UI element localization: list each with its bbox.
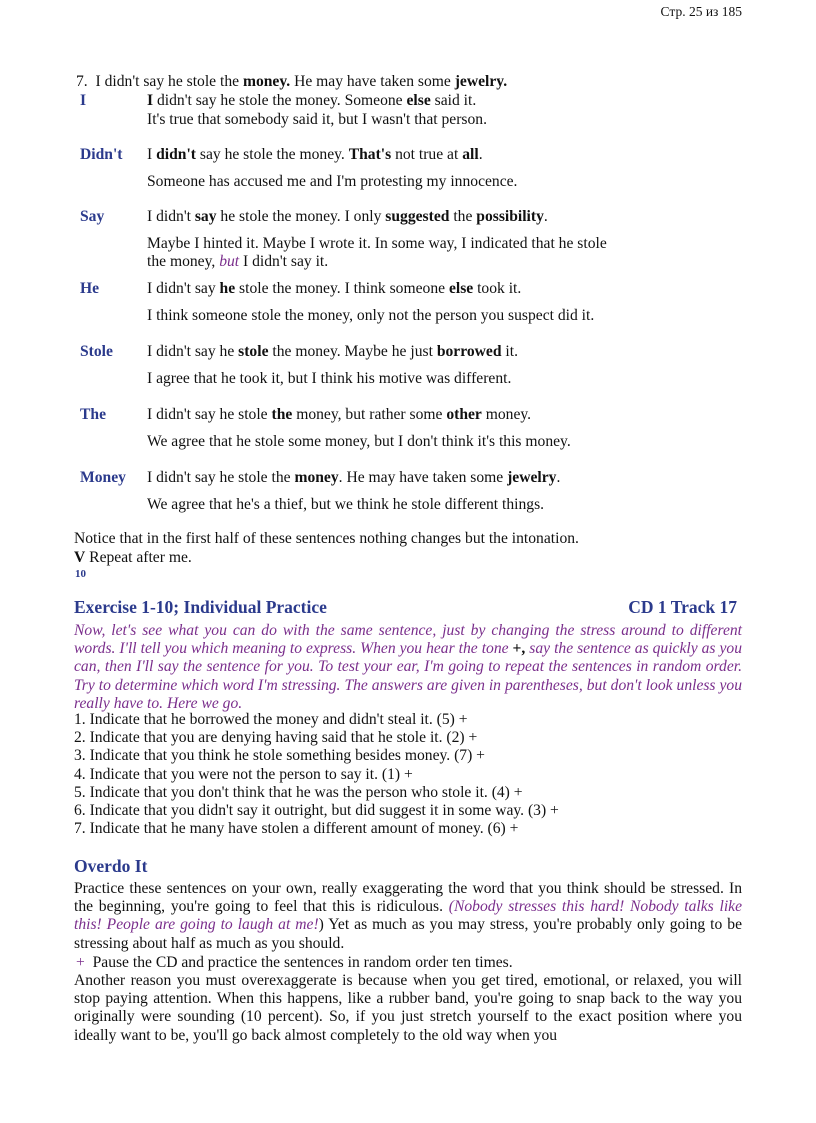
pause-text: Pause the CD and practice the sentences in random order ten times. (92, 954, 513, 971)
exercise-intro (74, 622, 742, 713)
stressed-word: stole (238, 343, 269, 360)
stress-word-label: Money (80, 469, 126, 486)
overdo-p1-b: ) Yet as much as you may stress, you're probably only going to be stressing about half as much as you should. (74, 916, 742, 952)
stressed-word: borrowed (436, 343, 502, 360)
stressed-word: I (147, 92, 154, 109)
overdo-title: Overdo It (74, 856, 148, 876)
sentence-fragment: the (449, 208, 477, 225)
page-indicator: Стр. 25 из 185 (660, 4, 742, 19)
small-number: 10 (75, 568, 86, 580)
stressed-word: didn't (156, 146, 196, 163)
exercise-title: Exercise 1-10; Individual Practice (74, 597, 327, 617)
exercise-item: 2. Indicate that you are denying having said that he stole it. (2) + (74, 729, 478, 747)
exercise-intro-a: Now, let's see what you can do with the same sentence, just by changing the stress around to different words. I'll tell you which meaning to express. When you hear the tone (74, 622, 742, 658)
exercise-intro-b: say the sentence as quickly as you can, then I'll say the sentence for you. To test your ear, I'm going to repeat the sentences in random order. Try to determine which word I'm stressing. The answers are given in parentheses, but don't look unless you really have to. Here we go. (74, 640, 742, 712)
example-sentence (147, 343, 518, 361)
item-7-text-b: He may have taken some (290, 73, 455, 90)
sentence-fragment: I didn't (147, 208, 195, 225)
exercise-item: 3. Indicate that you think he stole something besides money. (7) + (74, 747, 485, 765)
meaning-explanation: I agree that he took it, but I think his motive was different. (147, 370, 512, 387)
meaning-explanation: Someone has accused me and I'm protesting my innocence. (147, 173, 518, 190)
meaning-explanation: I think someone stole the money, only not the person you suspect did it. (147, 307, 595, 324)
pause-line (76, 954, 513, 972)
item-7-bold-b: jewelry. (454, 73, 508, 90)
sentence-fragment: I didn't say (147, 280, 220, 297)
exercise-item: 1. Indicate that he borrowed the money and didn't steal it. (5) + (74, 711, 468, 728)
sentence-fragment: said it. (430, 92, 477, 109)
repeat-text: Repeat after me. (85, 549, 192, 566)
item-7-text-a: I didn't say he stole the (95, 73, 243, 90)
stressed-word: else (448, 280, 474, 297)
stressed-word: suggested (385, 208, 450, 225)
exercise-items (74, 711, 559, 838)
stress-word-label: He (80, 280, 100, 297)
meaning-explanation-cont (147, 253, 328, 271)
exercise-item: 6. Indicate that you didn't say it outright, but did suggest it in some way. (3) + (74, 802, 559, 820)
example-sentence (147, 146, 483, 164)
exercise-item: 7. Indicate that he many have stolen a different amount of money. (6) + (74, 820, 519, 838)
stressed-word: say (194, 208, 217, 225)
overdo-p1-italic: (Nobody stresses this hard! Nobody talks like this! People are going to laugh at me! (74, 898, 742, 934)
sentence-fragment: money, but rather some (292, 406, 447, 423)
exercise-item: 4. Indicate that you were not the person to say it. (1) + (74, 765, 413, 783)
repeat-v-label: V (74, 549, 86, 566)
sentence-fragment: . (478, 146, 483, 163)
sentence-fragment: I (147, 146, 157, 163)
sentence-fragment: the money. Maybe he just (268, 343, 437, 360)
sentence-fragment: it. (501, 343, 518, 360)
item-7-bold-a: money. (242, 73, 291, 90)
stressed-word: possibility (476, 208, 544, 225)
stress-word-label: Stole (80, 343, 113, 360)
sentence-fragment: say he stole the money. (195, 146, 349, 163)
meaning-explanation: Maybe I hinted it. Maybe I wrote it. In some way, I indicated that he stole (147, 235, 607, 252)
stressed-word: other (446, 406, 482, 423)
stressed-word: money (294, 469, 339, 486)
sentence-fragment: I didn't say he stole the (147, 469, 295, 486)
stress-word-label: I (80, 92, 87, 109)
sentence-fragment: . (543, 208, 548, 225)
meaning-explanation: We agree that he stole some money, but I don't think it's this money. (147, 433, 571, 450)
overdo-paragraph-1 (74, 880, 742, 953)
sentence-fragment: I didn't say he stole (147, 406, 272, 423)
plus-icon: + (76, 954, 85, 971)
stressed-word: he (219, 280, 236, 297)
example-sentence (147, 208, 548, 226)
repeat-line (74, 549, 192, 567)
meaning-explanation: It's true that somebody said it, but I wasn't that person. (147, 111, 487, 128)
overdo-paragraph-2: Another reason you must overexaggerate is because when you get tired, emotional, or relaxed, you will stop paying attention. When this happens, like a rubber band, you're going to snap back to the way you originally were sounding (10 percent). So, if you just stretch yourself to the exact position where you ideally want to be, you'll go back almost completely to the old way when you (74, 972, 742, 1044)
sentence-fragment: he stole the money. I only (216, 208, 386, 225)
sentence-fragment: I didn't say it. (239, 253, 329, 270)
emphasis-word: but (219, 253, 240, 270)
tone-symbol: +, (512, 640, 526, 658)
meaning-explanation: We agree that he's a thief, but we think he stole different things. (147, 496, 545, 513)
sentence-fragment: . (556, 469, 561, 486)
notice-text: Notice that in the first half of these sentences nothing changes but the intonation. (74, 530, 579, 547)
stressed-word: else (406, 92, 431, 109)
sentence-fragment: took it. (473, 280, 522, 297)
example-sentence (147, 92, 476, 110)
sentence-fragment: not true at (391, 146, 463, 163)
stressed-word: the (271, 406, 293, 423)
stressed-word: all (462, 146, 479, 163)
example-sentence (147, 469, 560, 487)
item-7-line (76, 73, 507, 91)
sentence-fragment: money. (481, 406, 532, 423)
example-sentence (147, 406, 531, 424)
sentence-fragment: stole the money. I think someone (235, 280, 449, 297)
overdo-p1-a: Practice these sentences on your own, really exaggerating the word that you think should be stressed. In the beginning, you're going to feel that this is ridiculous. (74, 880, 742, 916)
exercise-item: 5. Indicate that you don't think that he was the person who stole it. (4) + (74, 783, 523, 801)
stress-word-label: The (80, 406, 106, 423)
sentence-fragment: I didn't say he (147, 343, 239, 360)
example-sentence (147, 280, 521, 298)
stress-word-label: Say (80, 208, 105, 225)
item-7-number: 7. (76, 73, 88, 90)
stressed-word: That's (348, 146, 392, 163)
sentence-fragment: the money, (147, 253, 220, 270)
sentence-fragment: didn't say he stole the money. Someone (153, 92, 407, 109)
track-label: CD 1 Track 17 (628, 597, 737, 617)
sentence-fragment: . He may have taken some (338, 469, 508, 486)
stress-word-label: Didn't (80, 146, 123, 163)
stressed-word: jewelry (507, 469, 557, 486)
